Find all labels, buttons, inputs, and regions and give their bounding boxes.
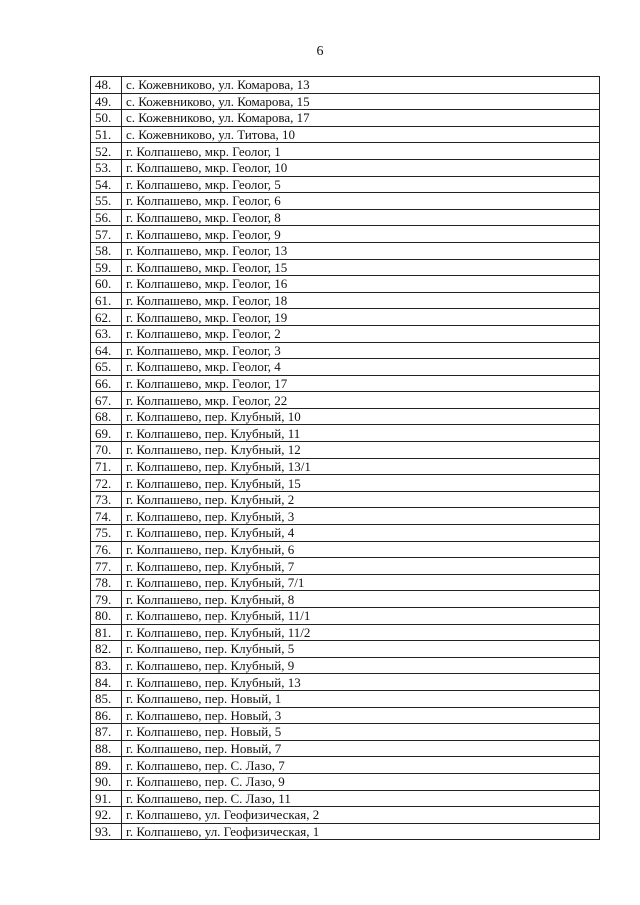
row-number: 76. [91, 541, 122, 558]
row-address: г. Колпашево, ул. Геофизическая, 2 [122, 807, 600, 824]
row-number: 51. [91, 126, 122, 143]
table-row [91, 209, 600, 226]
row-address: г. Колпашево, мкр. Геолог, 1 [122, 143, 600, 160]
row-address: г. Колпашево, пер. Клубный, 13/1 [122, 458, 600, 475]
table-row [91, 425, 600, 442]
row-address: г. Колпашево, мкр. Геолог, 9 [122, 226, 600, 243]
table-row [91, 790, 600, 807]
row-address: г. Колпашево, пер. Клубный, 8 [122, 591, 600, 608]
row-address: с. Кожевниково, ул. Комарова, 13 [122, 77, 600, 94]
row-number: 79. [91, 591, 122, 608]
row-number: 64. [91, 342, 122, 359]
row-number: 69. [91, 425, 122, 442]
row-number: 77. [91, 558, 122, 575]
row-address: г. Колпашево, мкр. Геолог, 2 [122, 325, 600, 342]
table-row [91, 757, 600, 774]
table-row [91, 707, 600, 724]
row-number: 54. [91, 176, 122, 193]
row-address: г. Колпашево, пер. С. Лазо, 11 [122, 790, 600, 807]
row-number: 61. [91, 292, 122, 309]
table-row [91, 740, 600, 757]
row-number: 70. [91, 442, 122, 459]
row-address: г. Колпашево, мкр. Геолог, 22 [122, 392, 600, 409]
row-number: 89. [91, 757, 122, 774]
row-number: 58. [91, 242, 122, 259]
row-number: 53. [91, 159, 122, 176]
table-row [91, 143, 600, 160]
row-address: с. Кожевниково, ул. Титова, 10 [122, 126, 600, 143]
table-row [91, 126, 600, 143]
row-number: 75. [91, 525, 122, 542]
row-address: г. Колпашево, пер. Клубный, 3 [122, 508, 600, 525]
row-number: 68. [91, 408, 122, 425]
table-row [91, 458, 600, 475]
row-number: 93. [91, 823, 122, 840]
row-number: 86. [91, 707, 122, 724]
table-row [91, 276, 600, 293]
row-address: г. Колпашево, мкр. Геолог, 15 [122, 259, 600, 276]
row-number: 57. [91, 226, 122, 243]
row-number: 65. [91, 359, 122, 376]
table-row [91, 359, 600, 376]
table-row [91, 724, 600, 741]
row-address: г. Колпашево, мкр. Геолог, 10 [122, 159, 600, 176]
table-row [91, 491, 600, 508]
row-address: г. Колпашево, мкр. Геолог, 17 [122, 375, 600, 392]
row-address: г. Колпашево, пер. Клубный, 6 [122, 541, 600, 558]
table-row [91, 641, 600, 658]
table-row [91, 624, 600, 641]
row-number: 66. [91, 375, 122, 392]
row-number: 52. [91, 143, 122, 160]
row-address: г. Колпашево, мкр. Геолог, 8 [122, 209, 600, 226]
row-number: 83. [91, 657, 122, 674]
row-number: 73. [91, 491, 122, 508]
table-row [91, 442, 600, 459]
row-number: 92. [91, 807, 122, 824]
row-address: г. Колпашево, ул. Геофизическая, 1 [122, 823, 600, 840]
table-row [91, 690, 600, 707]
table-row [91, 807, 600, 824]
row-address: г. Колпашево, пер. Новый, 7 [122, 740, 600, 757]
row-number: 48. [91, 77, 122, 94]
table-row [91, 110, 600, 127]
table-row [91, 773, 600, 790]
row-number: 67. [91, 392, 122, 409]
row-address: г. Колпашево, пер. Клубный, 11/2 [122, 624, 600, 641]
row-number: 50. [91, 110, 122, 127]
table-row [91, 325, 600, 342]
row-address: г. Колпашево, пер. Клубный, 9 [122, 657, 600, 674]
row-address: г. Колпашево, пер. Клубный, 4 [122, 525, 600, 542]
table-row [91, 475, 600, 492]
row-address: г. Колпашево, мкр. Геолог, 5 [122, 176, 600, 193]
row-address: г. Колпашево, пер. Клубный, 10 [122, 408, 600, 425]
row-address: г. Колпашево, пер. Клубный, 11/1 [122, 608, 600, 625]
row-number: 91. [91, 790, 122, 807]
table-row [91, 159, 600, 176]
row-number: 74. [91, 508, 122, 525]
row-address: г. Колпашево, пер. Клубный, 15 [122, 475, 600, 492]
table-row [91, 608, 600, 625]
row-address: г. Колпашево, мкр. Геолог, 18 [122, 292, 600, 309]
table-row [91, 375, 600, 392]
row-number: 56. [91, 209, 122, 226]
row-number: 62. [91, 309, 122, 326]
row-number: 87. [91, 724, 122, 741]
table-row [91, 292, 600, 309]
row-number: 90. [91, 773, 122, 790]
row-address: г. Колпашево, мкр. Геолог, 16 [122, 276, 600, 293]
table-row [91, 508, 600, 525]
table-row [91, 342, 600, 359]
table-row [91, 259, 600, 276]
row-address: г. Колпашево, мкр. Геолог, 13 [122, 242, 600, 259]
table-row [91, 525, 600, 542]
row-number: 81. [91, 624, 122, 641]
table-row [91, 541, 600, 558]
row-number: 71. [91, 458, 122, 475]
row-address: г. Колпашево, пер. Клубный, 11 [122, 425, 600, 442]
row-address: г. Колпашево, мкр. Геолог, 3 [122, 342, 600, 359]
row-number: 63. [91, 325, 122, 342]
table-row [91, 242, 600, 259]
row-number: 88. [91, 740, 122, 757]
row-address: г. Колпашево, пер. Клубный, 13 [122, 674, 600, 691]
row-address: г. Колпашево, пер. Новый, 3 [122, 707, 600, 724]
table-row [91, 176, 600, 193]
table-row [91, 309, 600, 326]
address-table [90, 76, 600, 840]
table-row [91, 408, 600, 425]
row-address: г. Колпашево, пер. Клубный, 7/1 [122, 574, 600, 591]
row-address: г. Колпашево, пер. Клубный, 7 [122, 558, 600, 575]
table-row [91, 392, 600, 409]
table-row [91, 823, 600, 840]
row-address: г. Колпашево, пер. С. Лазо, 9 [122, 773, 600, 790]
row-address: г. Колпашево, пер. Новый, 1 [122, 690, 600, 707]
row-address: г. Колпашево, пер. Клубный, 2 [122, 491, 600, 508]
row-address: г. Колпашево, пер. Клубный, 12 [122, 442, 600, 459]
address-table-body [91, 77, 600, 840]
row-number: 49. [91, 93, 122, 110]
table-row [91, 77, 600, 94]
table-row [91, 674, 600, 691]
table-row [91, 574, 600, 591]
table-row [91, 93, 600, 110]
row-number: 59. [91, 259, 122, 276]
table-row [91, 193, 600, 210]
row-number: 84. [91, 674, 122, 691]
row-number: 85. [91, 690, 122, 707]
row-address: с. Кожевниково, ул. Комарова, 17 [122, 110, 600, 127]
row-number: 82. [91, 641, 122, 658]
row-address: г. Колпашево, мкр. Геолог, 4 [122, 359, 600, 376]
page-number: 6 [316, 44, 324, 59]
row-number: 80. [91, 608, 122, 625]
table-row [91, 591, 600, 608]
table-row [91, 558, 600, 575]
row-address: г. Колпашево, мкр. Геолог, 6 [122, 193, 600, 210]
row-number: 55. [91, 193, 122, 210]
table-row [91, 226, 600, 243]
row-number: 78. [91, 574, 122, 591]
row-address: г. Колпашево, пер. С. Лазо, 7 [122, 757, 600, 774]
row-address: г. Колпашево, пер. Клубный, 5 [122, 641, 600, 658]
table-row [91, 657, 600, 674]
row-number: 60. [91, 276, 122, 293]
row-address: с. Кожевниково, ул. Комарова, 15 [122, 93, 600, 110]
row-address: г. Колпашево, пер. Новый, 5 [122, 724, 600, 741]
row-number: 72. [91, 475, 122, 492]
row-address: г. Колпашево, мкр. Геолог, 19 [122, 309, 600, 326]
